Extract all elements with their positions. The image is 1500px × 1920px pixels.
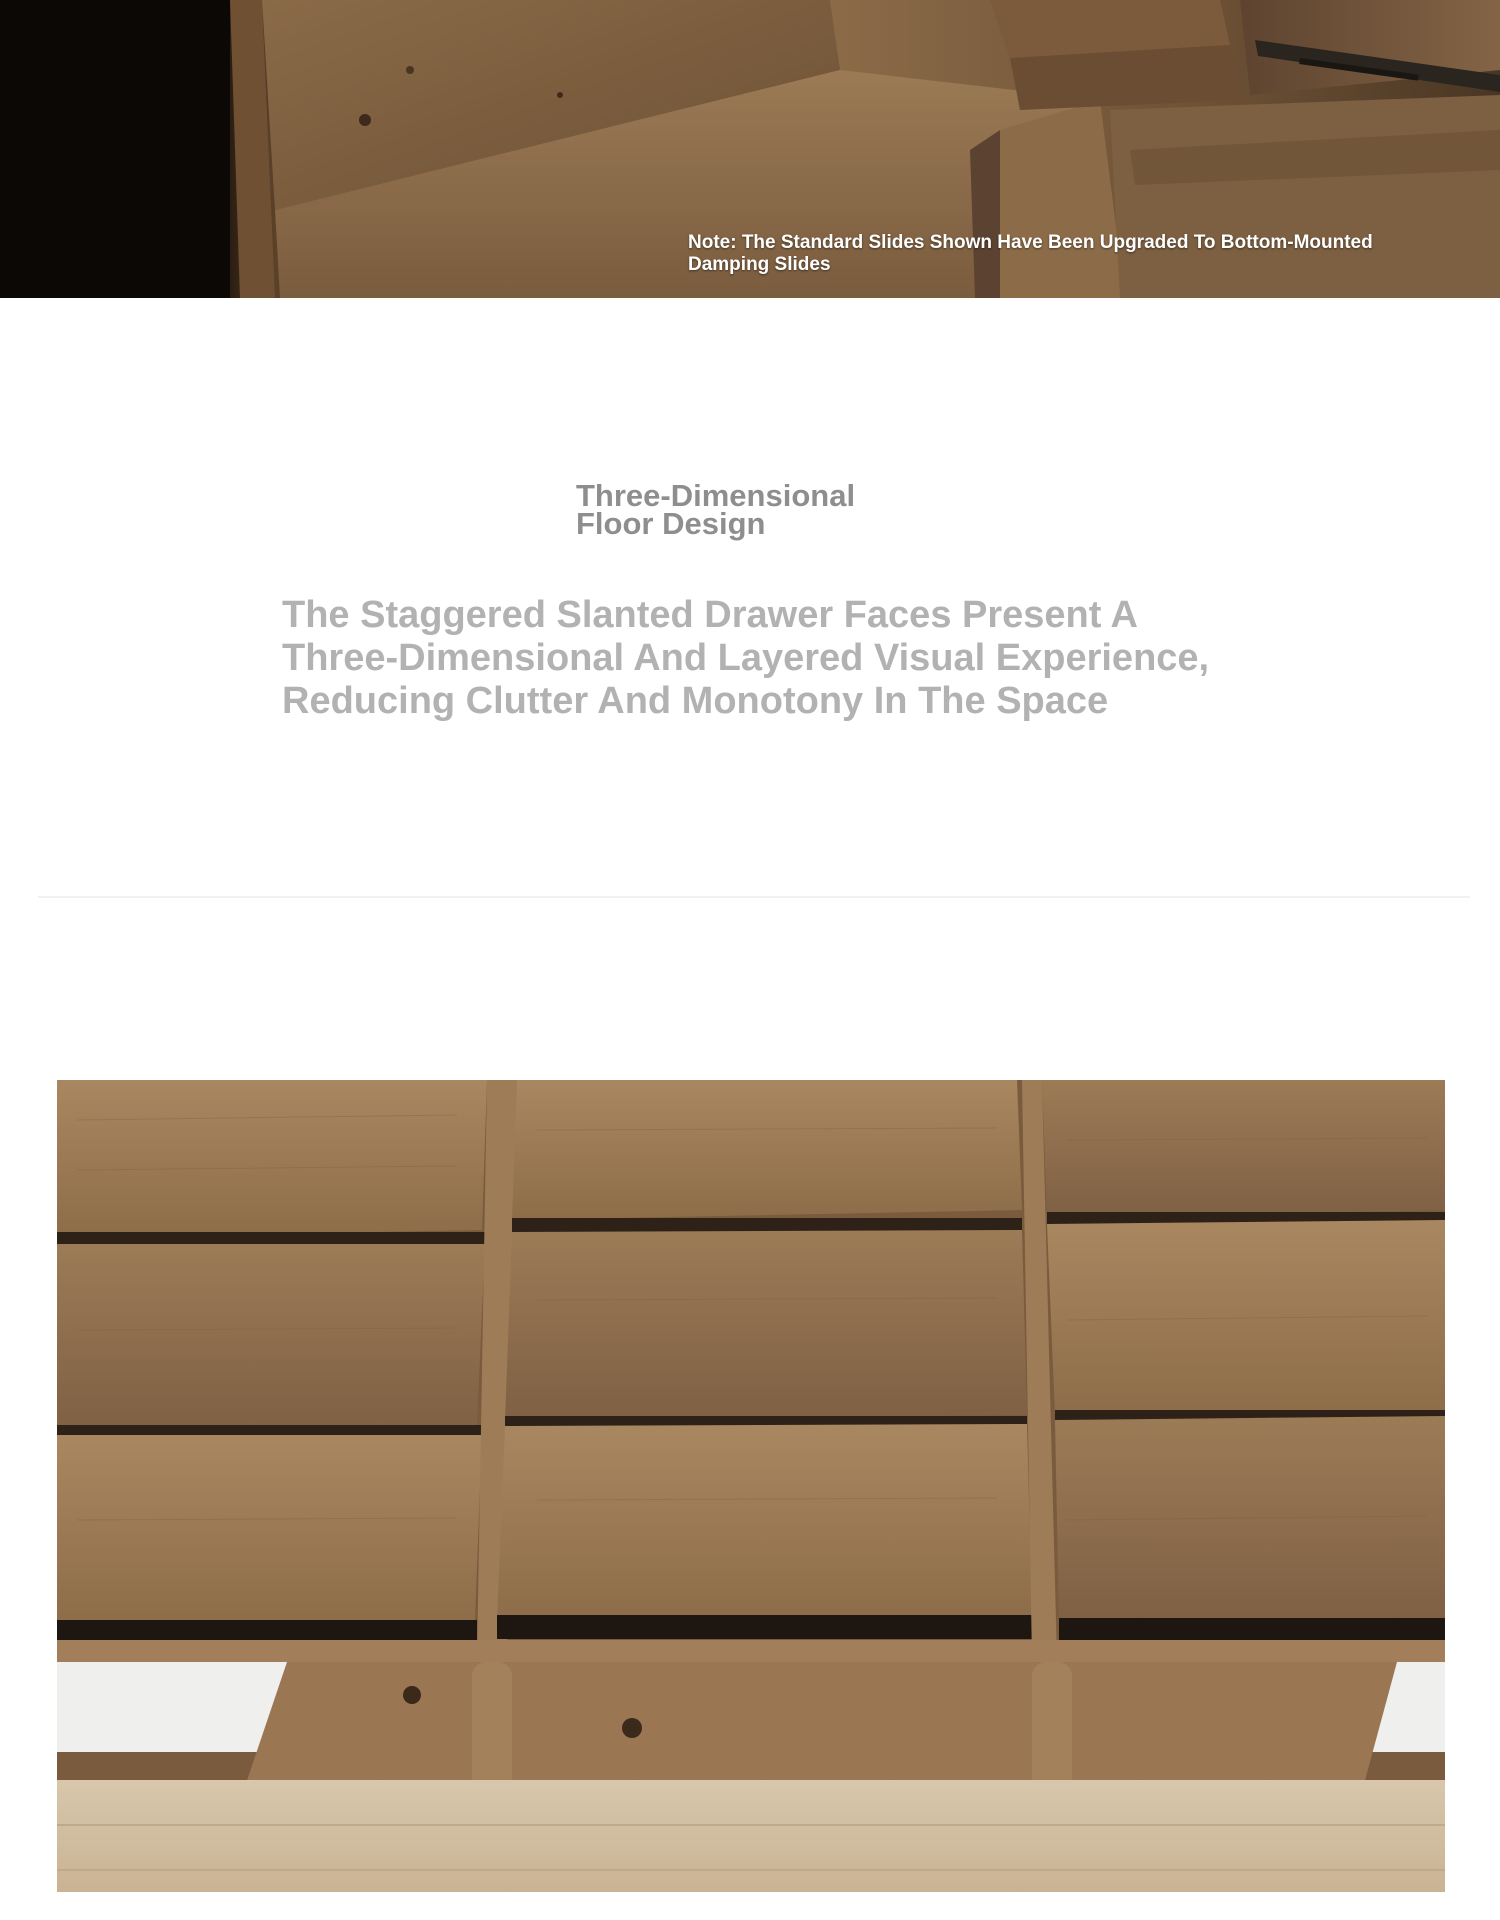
bottom-product-photo: [57, 1080, 1445, 1892]
slide-upgrade-note: Note: The Standard Slides Shown Have Been Upgraded To Bottom-Mounted Damping Slides: [688, 232, 1373, 275]
section-divider: [38, 896, 1470, 898]
feature-description: The Staggered Slanted Drawer Faces Present A Three-Dimensional And Layered Visual Experience, Reducing Clutter And Monotony In The Space: [282, 594, 1210, 722]
top-product-photo: [0, 0, 1500, 298]
feature-title-line-1: Three-Dimensional: [576, 478, 856, 513]
feature-title-line-2: Floor Design: [576, 506, 766, 541]
slanted-drawers-illustration: [57, 1080, 1445, 1892]
feature-title: [576, 478, 936, 541]
